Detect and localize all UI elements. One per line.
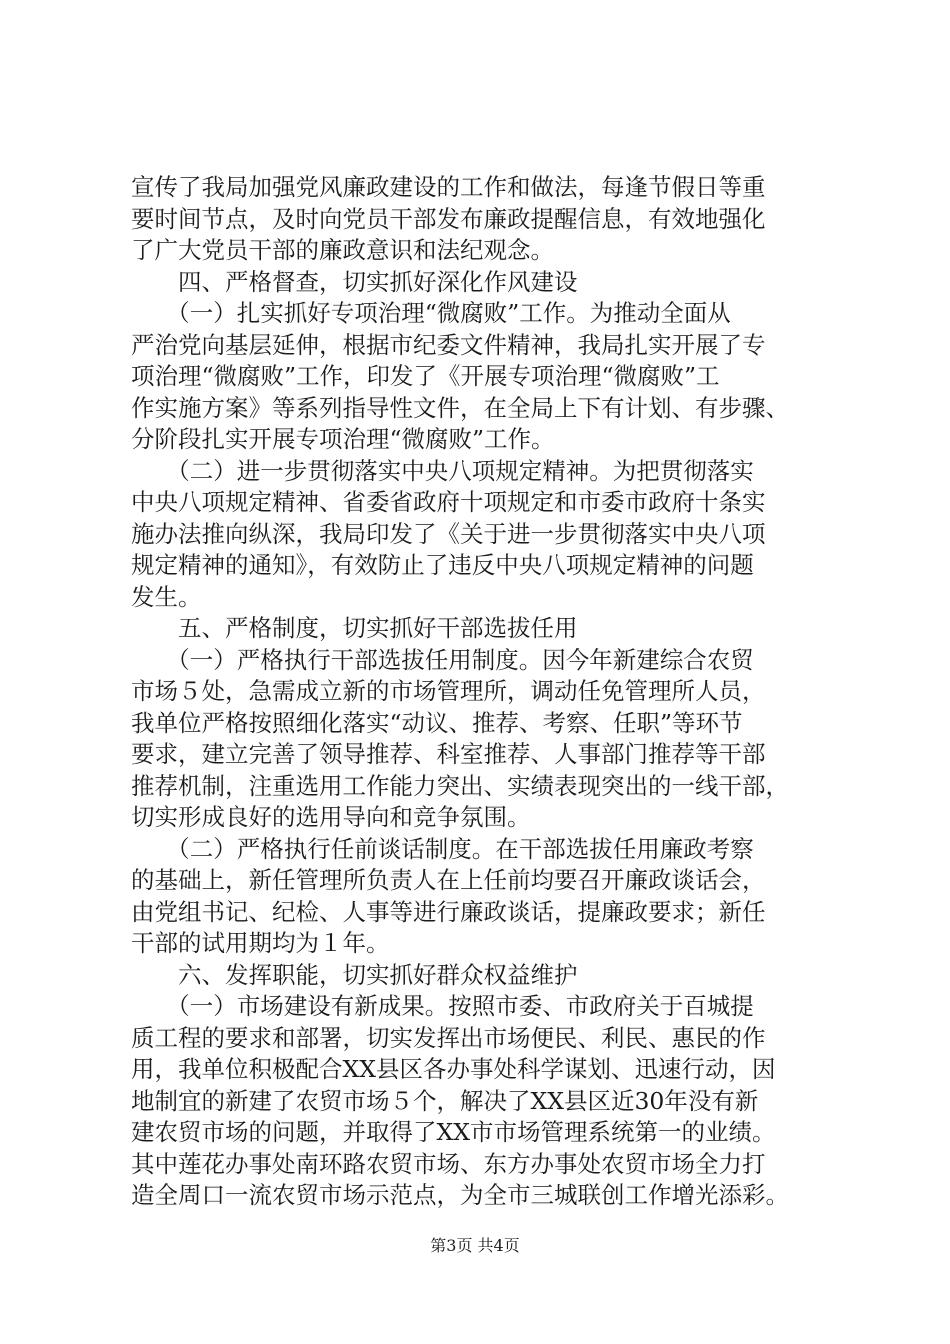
section-heading: 五、严格制度，切实抓好干部选拔任用 [131,614,578,642]
section-heading: 四、严格督查，切实抓好深化作风建设 [131,267,578,296]
text-line: 我单位严格按照细化落实“动议、推荐、考察、任职”等环节 [131,708,743,737]
text-line: （一）市场建设有新成果。按照市委、市政府关于百城提 [131,992,754,1020]
text-line: 建农贸市场的问题，并取得了XX市市场管理系统第一的业绩。 [131,1118,776,1146]
text-line: 造全周口一流农贸市场示范点，为全市三城联创工作增光添彩。 [131,1181,789,1209]
text-line: 了广大党员干部的廉政意识和法纪观念。 [131,236,554,264]
text-line: 施办法推向纵深，我局印发了《关于进一步贯彻落实中央八项 [131,519,766,548]
text-line: 地制宜的新建了农贸市场５个，解决了XX县区近30年没有新 [131,1086,759,1115]
text-line: 发生。 [131,582,202,611]
text-line: 用，我单位积极配合XX县区各办事处科学谋划、迅速行动，因 [131,1055,776,1083]
text-line: 的基础上，新任管理所负责人在上任前均要召开廉政谈话会， [131,866,766,894]
text-line: 要求，建立完善了领导推荐、科室推荐、人事部门推荐等干部 [131,740,766,768]
text-line: 项治理“微腐败”工作，印发了《开展专项治理“微腐败”工 [131,362,720,390]
text-line: 作实施方案》等系列指导性文件，在全局上下有计划、有步骤、 [131,393,789,422]
text-line: 中央八项规定精神、省委省政府十项规定和市委市政府十条实 [131,488,766,516]
text-line: （二）严格执行任前谈话制度。在干部选拔任用廉政考察 [131,834,754,863]
text-line: 严治党向基层延伸，根据市纪委文件精神，我局扎实开展了专 [131,330,766,359]
section-heading: 六、发挥职能，切实抓好群众权益维护 [131,960,578,989]
text-line: 切实形成良好的选用导向和竞争氛围。 [131,803,531,831]
text-line: （一）严格执行干部选拔任用制度。因今年新建综合农贸 [131,645,754,674]
text-line: 宣传了我局加强党风廉政建设的工作和做法，每逢节假日等重 [131,173,766,201]
text-line: （二）进一步贯彻落实中央八项规定精神。为把贯彻落实 [131,456,754,485]
text-line: （一）扎实抓好专项治理“微腐败”工作。为推动全面从 [131,299,731,327]
text-line: 由党组书记、纪检、人事等进行廉政谈话，提廉政要求；新任 [131,897,766,926]
text-line: 推荐机制，注重选用工作能力突出、实绩表现突出的一线干部， [131,771,789,800]
text-line: 规定精神的通知》，有效防止了违反中央八项规定精神的问题 [131,551,754,579]
text-line: 市场５处，急需成立新的市场管理所，调动任免管理所人员， [131,677,766,705]
page-number-footer: 第3页 共4页 [430,1236,520,1255]
text-line: 其中莲花办事处南环路农贸市场、东方办事处农贸市场全力打 [131,1149,766,1178]
text-line: 干部的试用期均为１年。 [131,929,390,957]
text-line: 质工程的要求和部署，切实发挥出市场便民、利民、惠民的作 [131,1023,766,1052]
text-line: 要时间节点，及时向党员干部发布廉政提醒信息，有效地强化 [131,204,766,233]
text-line: 分阶段扎实开展专项治理“微腐败”工作。 [131,425,555,453]
